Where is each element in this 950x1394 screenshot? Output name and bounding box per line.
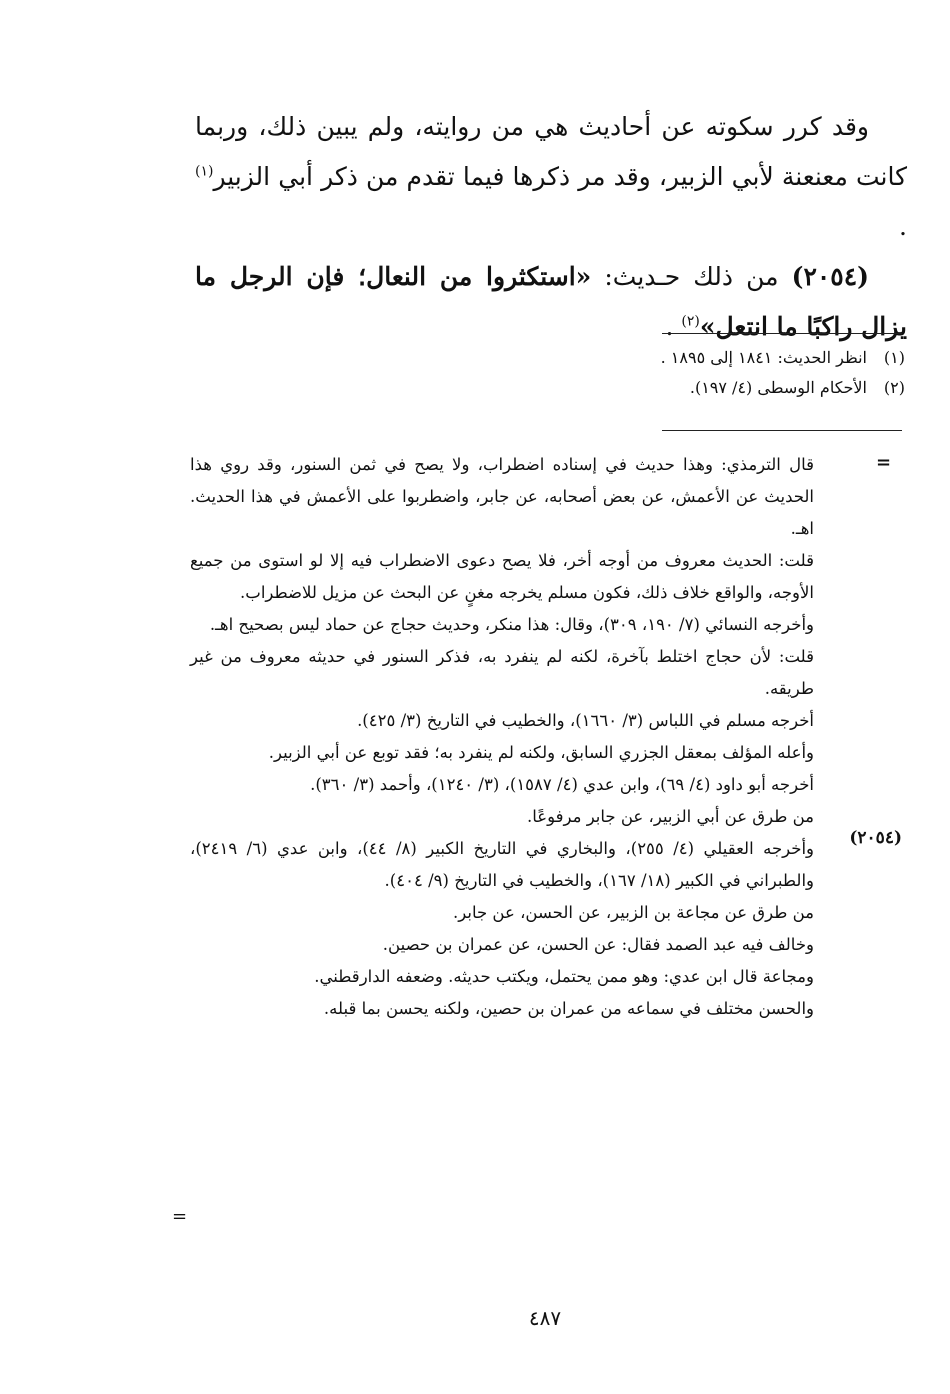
note-paragraph: من طرق عن مجاعة بن الزبير، عن الحسن، عن جابر. bbox=[453, 903, 814, 922]
hadith-paragraph: (٢٠٥٤) من ذلك حـديث: «استكثروا من النعال؛ فإن الرجل ما يزال راكبًا ما انتعل»$^{(٢)}$ . bbox=[195, 262, 907, 341]
page-number: ٤٨٧ bbox=[528, 1306, 562, 1330]
hadith-text: «استكثروا من النعال؛ فإن الرجل ما يزال راكبًا ما انتعل» bbox=[195, 262, 907, 341]
hadith-intro: من ذلك حـديث: bbox=[591, 262, 792, 291]
note-paragraph: وخالف فيه عبد الصمد فقال: عن الحسن، عن عمران بن حصين. bbox=[382, 935, 814, 954]
main-text bbox=[195, 102, 907, 352]
note-paragraph: وأعله المؤلف بمعقل الجزري السابق، ولكنه لم ينفرد به؛ فقد توبع عن أبي الزبير. bbox=[268, 743, 814, 762]
note-paragraph: أخرجه أبو داود (٤/ ٦٩)، وابن عدي (٤/ ١٥٨٧)، (٣/ ١٢٤٠)، وأحمد (٣/ ٣٦٠). bbox=[310, 775, 814, 794]
note-paragraph: قال الترمذي: وهذا حديث في إسناده اضطراب، ولا يصح في ثمن السنور، وقد روي هذا الحديث عن الأعمش، عن بعض أصحابه، عن جابر، واضطربوا على الأعمش في هذا الحديث. اهـ. bbox=[190, 455, 814, 538]
hadith-number: (٢٠٥٤) bbox=[791, 262, 869, 291]
main-paragraph: وقد كرر سكوته عن أحاديث هي من روايته، ولم يبين ذلك، وربما كانت معنعنة لأبي الزبير، وقد مر ذكرها فيما تقدم من ذكر أبي الزبير$^{(١)}$ . bbox=[195, 112, 907, 241]
note-paragraph: قلت: لأن حجاج اختلط بآخرة، لكنه لم ينفرد به، فذكر السنور في حديثه معروف من غير طريقه. bbox=[190, 647, 814, 698]
footnote-2 bbox=[300, 373, 905, 403]
commentary-notes bbox=[190, 449, 814, 1025]
note-paragraph: وأخرجه النسائي (٧/ ١٩٠، ٣٠٩)، وقال: هذا منكر، وحديث حجاج عن حماد ليس بصحيح اهـ. bbox=[209, 615, 814, 634]
footnote-divider bbox=[662, 333, 902, 334]
footnote-number: (٢) bbox=[883, 378, 905, 397]
footnote-text: الأحكام الوسطى (٤/ ١٩٧). bbox=[689, 378, 867, 397]
note-paragraph: من طرق عن أبي الزبير، عن جابر مرفوعًا. bbox=[526, 807, 814, 826]
footnote-number: (١) bbox=[883, 348, 905, 367]
note-paragraph: أخرجه مسلم في اللباس (٣/ ١٦٦٠)، والخطيب في التاريخ (٣/ ٤٢٥). bbox=[357, 711, 814, 730]
footnote-text: انظر الحديث: ١٨٤١ إلى ١٨٩٥ . bbox=[660, 348, 867, 367]
footnote-ref[interactable]: (٢) bbox=[681, 313, 700, 330]
note-paragraph: والحسن مختلف في سماعه من عمران بن حصين، ولكنه يحسن بما قبله. bbox=[323, 999, 814, 1018]
footnote-1 bbox=[300, 343, 905, 373]
continuation-mark: = bbox=[876, 452, 892, 473]
note-paragraph: ومجاعة قال ابن عدي: وهو ممن يحتمل، ويكتب حديثه. وضعفه الدارقطني. bbox=[314, 967, 814, 986]
note-paragraph: وأخرجه العقيلي (٤/ ٢٥٥)، والبخاري في التاريخ الكبير (٨/ ٤٤)، وابن عدي (٦/ ٢٤١٩)، والطبراني في الكبير (١٨/ ١٦٧)، والخطيب في التاريخ (٩/ ٤٠٤). bbox=[190, 839, 815, 890]
footnote-ref[interactable]: (١) bbox=[195, 163, 214, 180]
end-continuation-mark: = bbox=[172, 1206, 188, 1227]
notes-divider bbox=[662, 430, 902, 431]
note-paragraph: قلت: الحديث معروف من أوجه أخر، فلا يصح دعوى الاضطراب فيه إلا لو استوى من جميع الأوجه، والواقع خلاف ذلك، فكون مسلم يخرجه مغنٍ عن البحث عن مزيل للاضطراب. bbox=[190, 551, 814, 602]
note-hadith-number: (٢٠٥٤) bbox=[849, 828, 902, 848]
